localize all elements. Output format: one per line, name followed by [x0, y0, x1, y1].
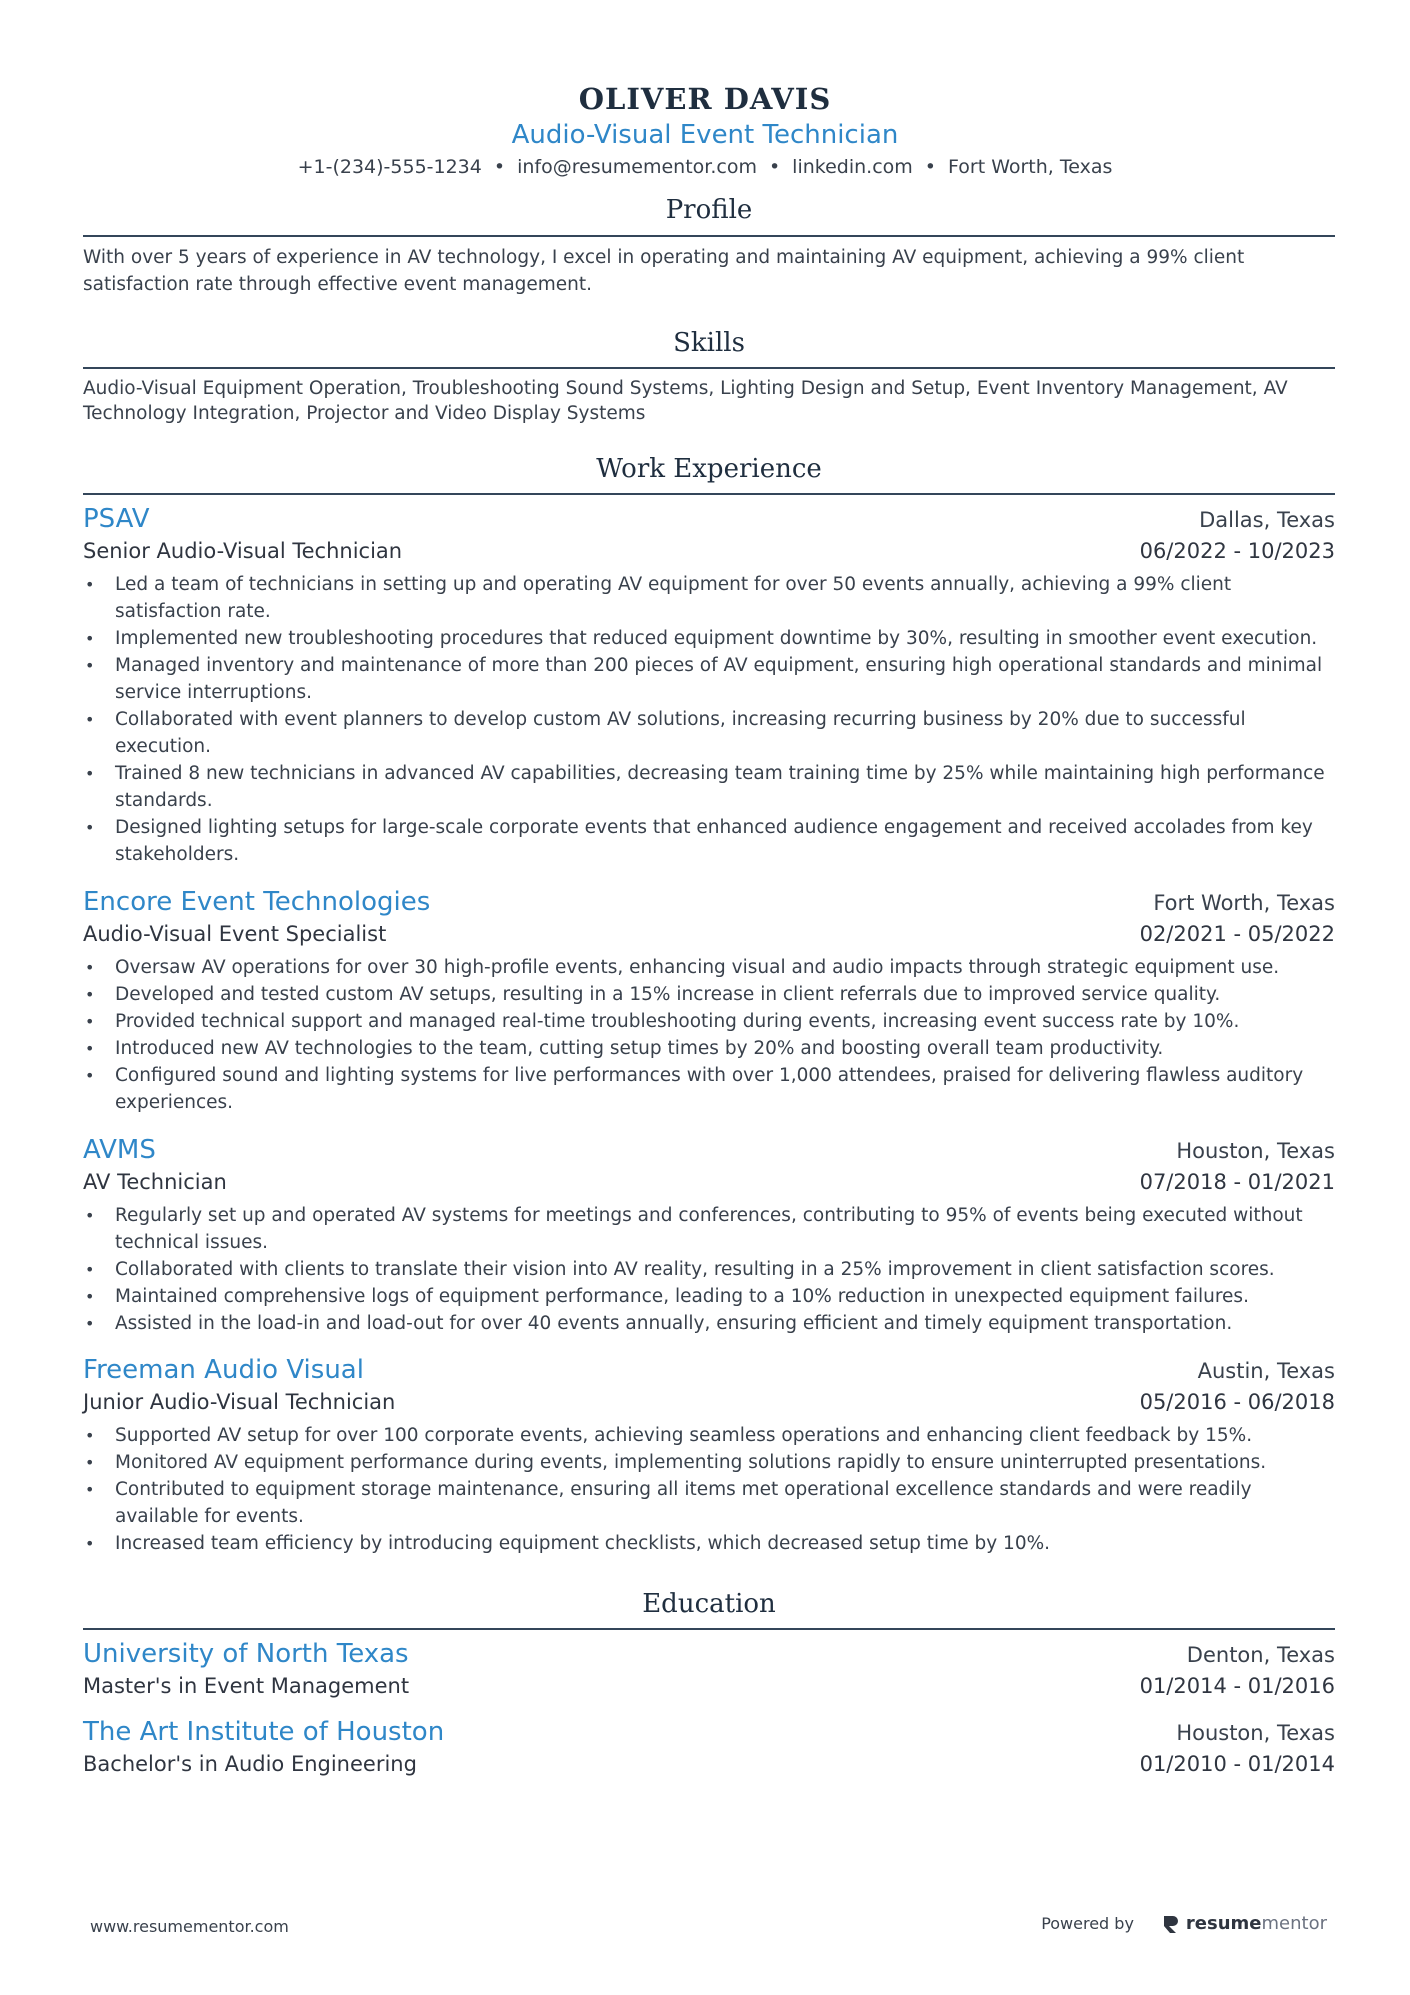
contact-separator: • — [768, 156, 781, 178]
job-bullets — [83, 1422, 1335, 1557]
education-header — [83, 1715, 1335, 1750]
logo-text-bold: resume — [1185, 1913, 1262, 1934]
job-entry — [83, 885, 1335, 1116]
job-bullets — [83, 954, 1335, 1116]
contact-linkedin[interactable]: linkedin.com — [792, 156, 913, 178]
resumementor-logo[interactable] — [1162, 1913, 1327, 1934]
school-location: Houston, Texas — [1176, 1721, 1335, 1745]
resumementor-logo-icon — [1162, 1914, 1180, 1934]
job-entry — [83, 502, 1335, 868]
contact-location: Fort Worth, Texas — [948, 156, 1113, 178]
list-item: • Maintained comprehensive logs of equipment performance, leading to a 10% reduction in unexpected equipment failures. — [83, 1283, 1335, 1310]
job-bullets — [83, 1202, 1335, 1337]
list-item: • Contributed to equipment storage maintenance, ensuring all items met operational excellence standards and were readily available for events. — [83, 1476, 1335, 1530]
job-location: Dallas, Texas — [1199, 508, 1335, 532]
company-name: Encore Event Technologies — [83, 887, 431, 917]
list-item: • Collaborated with event planners to develop custom AV solutions, increasing recurring business by 20% due to successful execution. — [83, 706, 1335, 760]
list-item: • Supported AV setup for over 100 corporate events, achieving seamless operations and enhancing client feedback by 15%. — [83, 1422, 1335, 1449]
list-item: • Monitored AV equipment performance during events, implementing solutions rapidly to ensure uninterrupted presentations. — [83, 1449, 1335, 1476]
contact-separator: • — [924, 156, 937, 178]
job-subheader — [83, 535, 1335, 567]
education-entry — [83, 1637, 1335, 1702]
list-item: • Introduced new AV technologies to the team, cutting setup times by 20% and boosting overall team productivity. — [83, 1035, 1335, 1062]
job-subheader — [83, 918, 1335, 950]
job-location: Houston, Texas — [1176, 1139, 1335, 1163]
degree: Master's in Event Management — [83, 1674, 410, 1698]
list-item: • Managed inventory and maintenance of more than 200 pieces of AV equipment, ensuring high operational standards and minimal service interruptions. — [83, 652, 1335, 706]
job-dates: 07/2018 - 01/2021 — [1139, 1170, 1335, 1194]
job-title: Audio-Visual Event Specialist — [83, 922, 387, 946]
contact-line — [0, 154, 1410, 180]
job-title: AV Technician — [83, 1170, 227, 1194]
list-item: • Developed and tested custom AV setups, resulting in a 15% increase in client referrals due to improved service quality. — [83, 981, 1335, 1008]
list-item: • Led a team of technicians in setting up and operating AV equipment for over 50 events annually, achieving a 99% client satisfaction rate. — [83, 571, 1335, 625]
section-title-skills: Skills — [673, 328, 745, 358]
job-header — [83, 1133, 1335, 1168]
list-item: • Regularly set up and operated AV systems for meetings and conferences, contributing to 95% of events being executed without technical issues. — [83, 1202, 1335, 1256]
list-item: • Assisted in the load-in and load-out for over 40 events annually, ensuring efficient and timely equipment transportation. — [83, 1310, 1335, 1337]
powered-by-label: Powered by — [1041, 1914, 1134, 1933]
section-divider — [83, 1628, 1335, 1630]
skills-text: Audio-Visual Equipment Operation, Troubleshooting Sound Systems, Lighting Design and Setup, Event Inventory Management, AV Technology Integration, Projector and Video Display Systems — [83, 378, 1288, 424]
footer-website[interactable]: www.resumementor.com — [90, 1917, 289, 1936]
section-divider — [83, 493, 1335, 495]
list-item: • Designed lighting setups for large-scale corporate events that enhanced audience engagement and received accolades from key stakeholders. — [83, 814, 1335, 868]
education-entry — [83, 1715, 1335, 1780]
school-name: University of North Texas — [83, 1639, 409, 1669]
job-subheader — [83, 1166, 1335, 1198]
job-location: Austin, Texas — [1197, 1359, 1335, 1383]
company-name: Freeman Audio Visual — [83, 1355, 364, 1385]
education-subheader — [83, 1670, 1335, 1702]
job-entry — [83, 1133, 1335, 1337]
job-entry — [83, 1353, 1335, 1557]
contact-separator: • — [493, 156, 506, 178]
candidate-role: Audio-Visual Event Technician — [511, 120, 899, 150]
education-header — [83, 1637, 1335, 1672]
degree: Bachelor's in Audio Engineering — [83, 1752, 417, 1776]
footer-branding — [1041, 1913, 1327, 1934]
school-name: The Art Institute of Houston — [83, 1717, 445, 1747]
contact-phone: +1-(234)-555-1234 — [297, 156, 482, 178]
list-item: • Implemented new troubleshooting procedures that reduced equipment downtime by 30%, resulting in smoother event execution. — [83, 625, 1335, 652]
list-item: • Oversaw AV operations for over 30 high-profile events, enhancing visual and audio impacts through strategic equipment use. — [83, 954, 1335, 981]
job-dates: 05/2016 - 06/2018 — [1139, 1390, 1335, 1414]
section-divider — [83, 367, 1335, 369]
logo-text-light: mentor — [1261, 1913, 1327, 1934]
company-name: PSAV — [83, 504, 150, 534]
profile-text: With over 5 years of experience in AV technology, I excel in operating and maintaining AV equipment, achieving a 99% client satisfaction rate through effective event management. — [83, 247, 1245, 295]
education-subheader — [83, 1748, 1335, 1780]
job-subheader — [83, 1386, 1335, 1418]
list-item: • Increased team efficiency by introducing equipment checklists, which decreased setup time by 10%. — [83, 1530, 1335, 1557]
candidate-name: OLIVER DAVIS — [578, 82, 832, 116]
section-title-profile: Profile — [665, 195, 753, 225]
job-dates: 02/2021 - 05/2022 — [1139, 922, 1335, 946]
job-header — [83, 1353, 1335, 1388]
list-item: • Trained 8 new technicians in advanced AV capabilities, decreasing team training time by 25% while maintaining high performance standards. — [83, 760, 1335, 814]
list-item: • Collaborated with clients to translate their vision into AV reality, resulting in a 25% improvement in client satisfaction scores. — [83, 1256, 1335, 1283]
job-bullets — [83, 571, 1335, 868]
company-name: AVMS — [83, 1135, 156, 1165]
job-location: Fort Worth, Texas — [1153, 891, 1335, 915]
list-item: • Configured sound and lighting systems for live performances with over 1,000 attendees, praised for delivering flawless auditory experiences. — [83, 1062, 1335, 1116]
resume-header — [0, 74, 1410, 180]
school-location: Denton, Texas — [1186, 1643, 1335, 1667]
job-dates: 06/2022 - 10/2023 — [1139, 539, 1335, 563]
section-divider — [83, 235, 1335, 237]
section-title-experience: Work Experience — [596, 454, 822, 484]
section-title-education: Education — [642, 1589, 776, 1619]
job-header — [83, 502, 1335, 537]
list-item: • Provided technical support and managed real-time troubleshooting during events, increasing event success rate by 10%. — [83, 1008, 1335, 1035]
job-title: Junior Audio-Visual Technician — [83, 1390, 396, 1414]
education-dates: 01/2014 - 01/2016 — [1139, 1674, 1335, 1698]
education-dates: 01/2010 - 01/2014 — [1139, 1752, 1335, 1776]
job-title: Senior Audio-Visual Technician — [83, 539, 403, 563]
contact-email[interactable]: info@resumementor.com — [517, 156, 757, 178]
job-header — [83, 885, 1335, 920]
